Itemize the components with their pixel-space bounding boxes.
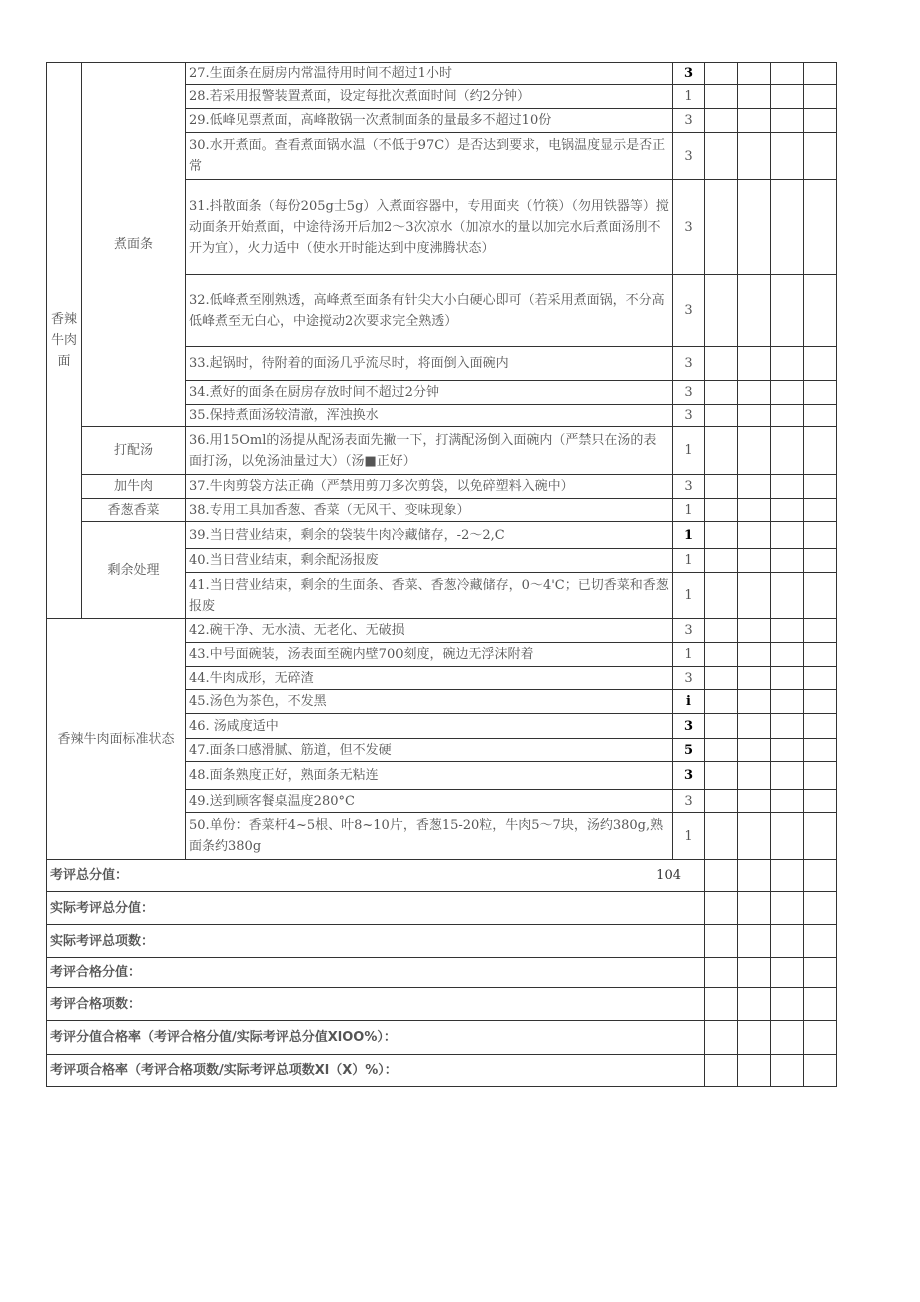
item-text: 45.汤色为茶色，不发黑 xyxy=(186,690,673,714)
check-cell[interactable] xyxy=(804,643,837,667)
item-score: 3 xyxy=(673,180,705,275)
check-cell[interactable] xyxy=(771,690,804,714)
check-cell[interactable] xyxy=(705,667,738,690)
table-row xyxy=(47,499,837,522)
check-cell[interactable] xyxy=(738,958,771,988)
check-cell[interactable] xyxy=(738,892,771,925)
check-cell[interactable] xyxy=(738,739,771,762)
check-cell[interactable] xyxy=(804,475,837,499)
check-cell[interactable] xyxy=(738,690,771,714)
check-cell[interactable] xyxy=(804,790,837,813)
check-cell[interactable] xyxy=(738,790,771,813)
check-cell[interactable] xyxy=(705,475,738,499)
check-cell[interactable] xyxy=(738,667,771,690)
check-cell[interactable] xyxy=(771,988,804,1021)
table-row xyxy=(47,475,837,499)
check-cell[interactable] xyxy=(738,988,771,1021)
item-text: 27.生面条在厨房内常温待用时间不超过1小时 xyxy=(186,63,673,85)
check-cell[interactable] xyxy=(705,739,738,762)
check-cell[interactable] xyxy=(771,619,804,643)
check-cell[interactable] xyxy=(705,405,738,427)
item-text: 50.单份：香菜杆4~5根、叶8~10片，香葱15-20粒，牛肉5～7块，汤约380g,熟面条约380g xyxy=(186,813,673,860)
item-text: 32.低峰煮至刚熟透，高峰煮至面条有针尖大小白硬心即可（若采用煮面锅，不分高低峰煮至无白心，中途搅动2次要求完全熟透） xyxy=(186,275,673,347)
check-cell[interactable] xyxy=(738,475,771,499)
check-cell[interactable] xyxy=(738,619,771,643)
table-row xyxy=(47,427,837,475)
table-body xyxy=(47,63,837,1087)
item-score: 3 xyxy=(673,667,705,690)
check-cell[interactable] xyxy=(705,925,738,958)
check-cell[interactable] xyxy=(771,762,804,790)
check-cell[interactable] xyxy=(705,499,738,522)
check-cell[interactable] xyxy=(771,739,804,762)
summary-row xyxy=(47,958,837,988)
item-score: 1 xyxy=(673,549,705,573)
check-cell[interactable] xyxy=(738,522,771,549)
check-cell[interactable] xyxy=(804,109,837,133)
check-cell[interactable] xyxy=(705,63,738,85)
check-cell[interactable] xyxy=(738,275,771,347)
check-cell[interactable] xyxy=(738,85,771,109)
check-cell[interactable] xyxy=(738,180,771,275)
check-cell[interactable] xyxy=(705,762,738,790)
check-cell[interactable] xyxy=(804,667,837,690)
summary-value: 104 xyxy=(656,868,681,883)
item-score: 3 xyxy=(673,619,705,643)
summary-row xyxy=(47,1055,837,1087)
check-cell[interactable] xyxy=(804,381,837,405)
evaluation-table xyxy=(46,62,837,1087)
summary-label xyxy=(47,988,705,1021)
check-cell[interactable] xyxy=(705,522,738,549)
item-score: 1 xyxy=(673,427,705,475)
check-cell[interactable] xyxy=(738,643,771,667)
check-cell[interactable] xyxy=(771,133,804,180)
standard-state-name: 香辣牛肉面标准状态 xyxy=(47,619,186,860)
check-cell[interactable] xyxy=(804,690,837,714)
check-cell[interactable] xyxy=(804,522,837,549)
item-text: 34.煮好的面条在厨房存放时间不超过2分钟 xyxy=(186,381,673,405)
item-text: 42.碗干净、无水渍、无老化、无破损 xyxy=(186,619,673,643)
check-cell[interactable] xyxy=(804,988,837,1021)
check-cell[interactable] xyxy=(771,860,804,892)
check-cell[interactable] xyxy=(705,958,738,988)
section-name: 剩余处理 xyxy=(82,522,186,619)
item-score: 5 xyxy=(673,739,705,762)
item-text: 36.用15Oml的汤提从配汤表面先撇一下，打满配汤倒入面碗内（严禁只在汤的表面打汤，以免汤油量过大）（汤■正好） xyxy=(186,427,673,475)
check-cell[interactable] xyxy=(738,499,771,522)
check-cell[interactable] xyxy=(771,1021,804,1055)
check-cell[interactable] xyxy=(804,180,837,275)
check-cell[interactable] xyxy=(771,925,804,958)
summary-label-text: 实际考评总项数： xyxy=(50,933,155,949)
check-cell[interactable] xyxy=(804,925,837,958)
check-cell[interactable] xyxy=(738,813,771,860)
item-text: 31.抖散面条（每份205g士5g）入煮面容器中，专用面夹（竹筷）（勿用铁器等）搅动面条开始煮面，中途待汤开后加2～3次凉水（加凉水的量以加完水后煮面汤刖不开为宜），火力适中（使水开时能达到中度沸腾状态） xyxy=(186,180,673,275)
check-cell[interactable] xyxy=(804,892,837,925)
check-cell[interactable] xyxy=(705,790,738,813)
item-text: 44.牛肉成形，无碎渣 xyxy=(186,667,673,690)
item-text: 28.若采用报警装置煮面，设定每批次煮面时间（约2分钟） xyxy=(186,85,673,109)
check-cell[interactable] xyxy=(771,381,804,405)
summary-row xyxy=(47,1021,837,1055)
check-cell[interactable] xyxy=(771,714,804,739)
item-score: 3 xyxy=(673,405,705,427)
section-name: 香葱香菜 xyxy=(82,499,186,522)
check-cell[interactable] xyxy=(771,813,804,860)
item-text: 46. 汤咸度适中 xyxy=(186,714,673,739)
check-cell[interactable] xyxy=(771,522,804,549)
item-text: 33.起锅时，待附着的面汤几乎流尽时，将面倒入面碗内 xyxy=(186,347,673,381)
check-cell[interactable] xyxy=(705,690,738,714)
check-cell[interactable] xyxy=(804,714,837,739)
check-cell[interactable] xyxy=(804,85,837,109)
check-cell[interactable] xyxy=(705,381,738,405)
check-cell[interactable] xyxy=(705,180,738,275)
item-score: 1 xyxy=(673,85,705,109)
check-cell[interactable] xyxy=(738,347,771,381)
check-cell[interactable] xyxy=(771,499,804,522)
check-cell[interactable] xyxy=(738,549,771,573)
item-text: 30.水开煮面。查看煮面锅水温（不低于97C）是否达到要求，电锅温度显示是否正常 xyxy=(186,133,673,180)
check-cell[interactable] xyxy=(705,275,738,347)
check-cell[interactable] xyxy=(738,133,771,180)
check-cell[interactable] xyxy=(771,573,804,619)
check-cell[interactable] xyxy=(771,892,804,925)
check-cell[interactable] xyxy=(804,813,837,860)
item-score: 3 xyxy=(673,133,705,180)
check-cell[interactable] xyxy=(705,643,738,667)
check-cell[interactable] xyxy=(738,109,771,133)
item-text: 48.面条熟度正好，熟面条无粘连 xyxy=(186,762,673,790)
check-cell[interactable] xyxy=(804,133,837,180)
item-text: 37.牛肉剪袋方法正确（严禁用剪刀多次剪袋，以免碎塑料入碗中） xyxy=(186,475,673,499)
check-cell[interactable] xyxy=(804,573,837,619)
check-cell[interactable] xyxy=(705,573,738,619)
item-score: 3 xyxy=(673,714,705,739)
check-cell[interactable] xyxy=(771,1055,804,1087)
check-cell[interactable] xyxy=(705,892,738,925)
item-score: 3 xyxy=(673,790,705,813)
section-name: 打配汤 xyxy=(82,427,186,475)
check-cell[interactable] xyxy=(705,988,738,1021)
check-cell[interactable] xyxy=(771,180,804,275)
item-text: 47.面条口感滑腻、筋道，但不发硬 xyxy=(186,739,673,762)
check-cell[interactable] xyxy=(804,1055,837,1087)
summary-label xyxy=(47,958,705,988)
check-cell[interactable] xyxy=(804,549,837,573)
check-cell[interactable] xyxy=(771,427,804,475)
check-cell[interactable] xyxy=(804,275,837,347)
summary-label xyxy=(47,1055,705,1087)
check-cell[interactable] xyxy=(705,133,738,180)
check-cell[interactable] xyxy=(705,1055,738,1087)
section-name: 加牛肉 xyxy=(82,475,186,499)
check-cell[interactable] xyxy=(738,925,771,958)
item-score: 3 xyxy=(673,109,705,133)
item-text: 29.低峰见票煮面，高峰散锅一次煮制面条的量最多不超过10份 xyxy=(186,109,673,133)
item-text: 35.保持煮面汤较清澈，浑浊换水 xyxy=(186,405,673,427)
summary-label xyxy=(47,860,705,892)
item-text: 40.当日营业结束，剩余配汤报废 xyxy=(186,549,673,573)
item-score: 1 xyxy=(673,522,705,549)
check-cell[interactable] xyxy=(804,427,837,475)
summary-label xyxy=(47,892,705,925)
check-cell[interactable] xyxy=(705,347,738,381)
item-score: 3 xyxy=(673,762,705,790)
check-cell[interactable] xyxy=(738,762,771,790)
check-cell[interactable] xyxy=(771,549,804,573)
table-row xyxy=(47,63,837,85)
item-text: 39.当日营业结束，剩余的袋装牛肉冷藏储存，-2～2,C xyxy=(186,522,673,549)
check-cell[interactable] xyxy=(771,405,804,427)
check-cell[interactable] xyxy=(738,427,771,475)
summary-row xyxy=(47,892,837,925)
summary-label-text: 实际考评总分值： xyxy=(50,900,155,916)
check-cell[interactable] xyxy=(771,667,804,690)
check-cell[interactable] xyxy=(705,619,738,643)
check-cell[interactable] xyxy=(705,427,738,475)
dish-name: 香辣牛肉面 xyxy=(47,63,82,619)
item-score: 1 xyxy=(673,813,705,860)
item-text: 38.专用工具加香葱、香菜（无风干、变味现象） xyxy=(186,499,673,522)
check-cell[interactable] xyxy=(705,549,738,573)
check-cell[interactable] xyxy=(771,958,804,988)
summary-label-text: 考评项合格率（考评合格项数/实际考评总项数Xl（X）%）： xyxy=(50,1063,398,1078)
item-score: 3 xyxy=(673,475,705,499)
item-score: 3 xyxy=(673,347,705,381)
item-score: 3 xyxy=(673,381,705,405)
check-cell[interactable] xyxy=(804,739,837,762)
item-text: 41.当日营业结束，剩余的生面条、香菜、香葱冷藏储存，0～4'C；已切香菜和香葱报废 xyxy=(186,573,673,619)
check-cell[interactable] xyxy=(804,405,837,427)
check-cell[interactable] xyxy=(771,275,804,347)
item-score: i xyxy=(673,690,705,714)
check-cell[interactable] xyxy=(705,85,738,109)
item-score: 1 xyxy=(673,499,705,522)
check-cell[interactable] xyxy=(771,347,804,381)
table-row xyxy=(47,619,837,643)
check-cell[interactable] xyxy=(804,619,837,643)
item-score: 1 xyxy=(673,643,705,667)
check-cell[interactable] xyxy=(738,714,771,739)
check-cell[interactable] xyxy=(705,860,738,892)
check-cell[interactable] xyxy=(738,381,771,405)
item-score: 3 xyxy=(673,275,705,347)
check-cell[interactable] xyxy=(804,860,837,892)
check-cell[interactable] xyxy=(804,1021,837,1055)
check-cell[interactable] xyxy=(771,643,804,667)
check-cell[interactable] xyxy=(738,405,771,427)
summary-label xyxy=(47,1021,705,1055)
check-cell[interactable] xyxy=(738,860,771,892)
check-cell[interactable] xyxy=(804,63,837,85)
summary-label xyxy=(47,925,705,958)
table-row xyxy=(47,522,837,549)
check-cell[interactable] xyxy=(771,790,804,813)
section-name: 煮面条 xyxy=(82,63,186,427)
check-cell[interactable] xyxy=(705,813,738,860)
item-text: 49.送到顾客餐桌温度280°C xyxy=(186,790,673,813)
check-cell[interactable] xyxy=(804,347,837,381)
summary-row xyxy=(47,988,837,1021)
item-text: 43.中号面碗装，汤表面至碗内壁700刻度，碗边无浮沫附着 xyxy=(186,643,673,667)
check-cell[interactable] xyxy=(804,762,837,790)
check-cell[interactable] xyxy=(771,109,804,133)
check-cell[interactable] xyxy=(771,475,804,499)
check-cell[interactable] xyxy=(738,1055,771,1087)
check-cell[interactable] xyxy=(771,85,804,109)
check-cell[interactable] xyxy=(705,714,738,739)
check-cell[interactable] xyxy=(804,499,837,522)
item-score: 3 xyxy=(673,63,705,85)
item-score: 1 xyxy=(673,573,705,619)
check-cell[interactable] xyxy=(705,109,738,133)
check-cell[interactable] xyxy=(771,63,804,85)
check-cell[interactable] xyxy=(738,63,771,85)
summary-label-text: 考评合格项数： xyxy=(50,996,142,1012)
summary-row xyxy=(47,860,837,892)
check-cell[interactable] xyxy=(738,1021,771,1055)
check-cell[interactable] xyxy=(738,573,771,619)
summary-label-text: 考评总分值： xyxy=(50,868,129,883)
check-cell[interactable] xyxy=(804,958,837,988)
summary-row xyxy=(47,925,837,958)
summary-label-text: 考评合格分值： xyxy=(50,965,142,980)
check-cell[interactable] xyxy=(705,1021,738,1055)
summary-label-text: 考评分值合格率（考评合格分值/实际考评总分值XlOO%）： xyxy=(50,1030,397,1045)
